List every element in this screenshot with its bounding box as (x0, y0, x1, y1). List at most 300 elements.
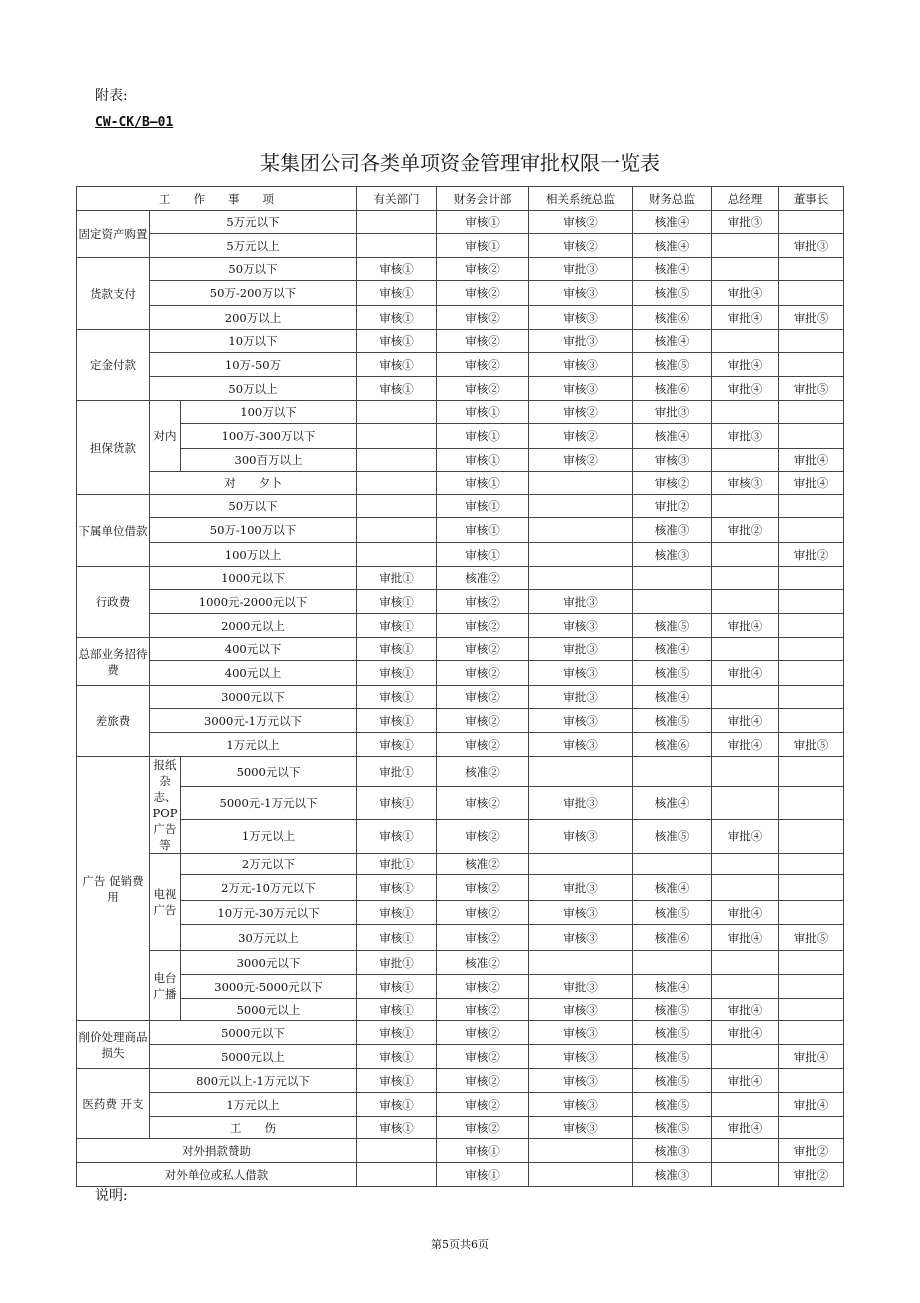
approval-cell: 审核② (633, 472, 712, 495)
approval-cell: 审批④ (712, 999, 779, 1021)
approval-cell: 审核② (437, 901, 529, 925)
approval-cell: 核准⑥ (633, 377, 712, 401)
approval-cell (529, 567, 633, 590)
col-header-dept: 有关部门 (357, 187, 437, 211)
item-cell: 100万-300万以下 (181, 424, 357, 449)
approval-cell (357, 1163, 437, 1187)
approval-cell (779, 614, 844, 638)
table-row (77, 234, 844, 258)
col-header-cfo: 财务总监 (633, 187, 712, 211)
approval-cell: 核准⑤ (633, 353, 712, 377)
approval-cell (529, 951, 633, 975)
approval-cell: 审批③ (529, 686, 633, 709)
approval-cell (357, 543, 437, 567)
item-cell: 对 夕卜 (150, 472, 357, 495)
approval-cell: 审核③ (529, 733, 633, 757)
approval-cell (779, 1021, 844, 1045)
approval-cell (779, 661, 844, 686)
table-row (77, 661, 844, 686)
approval-cell: 审批④ (712, 925, 779, 951)
approval-cell: 审核② (529, 449, 633, 472)
approval-cell (779, 901, 844, 925)
approval-cell: 审核① (357, 1117, 437, 1139)
item-cell: 1万元以上 (150, 1093, 357, 1117)
approval-cell: 审批② (779, 1139, 844, 1163)
approval-cell: 审核② (529, 401, 633, 424)
approval-cell (712, 449, 779, 472)
approval-cell: 审核③ (633, 449, 712, 472)
approval-cell: 审核② (437, 281, 529, 306)
table-row (77, 330, 844, 353)
item-cell: 50万以上 (150, 377, 357, 401)
table-row (77, 377, 844, 401)
approval-cell: 审批④ (712, 1069, 779, 1093)
approval-cell: 审核① (437, 543, 529, 567)
approval-cell: 审核① (357, 875, 437, 901)
approval-cell: 核准③ (633, 1163, 712, 1187)
item-cell: 400元以下 (150, 638, 357, 661)
approval-cell: 审批④ (712, 281, 779, 306)
approval-cell: 核准④ (633, 424, 712, 449)
approval-cell (779, 819, 844, 853)
approval-cell: 审核② (437, 975, 529, 999)
approval-cell: 核准⑤ (633, 819, 712, 853)
table-row (77, 875, 844, 901)
approval-cell: 审核③ (529, 709, 633, 733)
approval-cell (357, 518, 437, 543)
approval-cell: 审批③ (529, 787, 633, 820)
approval-cell: 审核① (357, 1069, 437, 1093)
page-footer: 第5页共6页 (431, 1238, 489, 1251)
approval-cell: 审核③ (529, 661, 633, 686)
item-cell: 5000元以下 (150, 1021, 357, 1045)
approval-cell: 审核② (437, 353, 529, 377)
approval-cell (529, 757, 633, 787)
col-header-chairman: 董事长 (779, 187, 844, 211)
item-cell: 100万以上 (150, 543, 357, 567)
approval-cell: 审核③ (529, 377, 633, 401)
table-row (77, 614, 844, 638)
approval-cell (712, 590, 779, 614)
approval-cell: 审批② (633, 495, 712, 518)
col-header-system-director: 相关系统总监 (529, 187, 633, 211)
approval-cell: 审批① (357, 567, 437, 590)
approval-cell: 审批④ (779, 1045, 844, 1069)
approval-cell: 核准⑤ (633, 1069, 712, 1093)
approval-cell: 审批③ (529, 875, 633, 901)
subcategory-cell: 电台 广播 (150, 951, 181, 1021)
item-cell: 50万-200万以下 (150, 281, 357, 306)
approval-cell: 审核② (437, 709, 529, 733)
approval-cell: 审核① (357, 925, 437, 951)
approval-cell (712, 330, 779, 353)
approval-cell (633, 567, 712, 590)
approval-cell: 审核① (357, 975, 437, 999)
item-cell: 5000元以上 (150, 1045, 357, 1069)
category-cell: 担保货款 (77, 401, 150, 495)
item-cell: 200万以上 (150, 306, 357, 330)
approval-cell: 审核① (357, 353, 437, 377)
approval-cell: 核准③ (633, 1139, 712, 1163)
approval-cell: 审核① (357, 709, 437, 733)
approval-cell (712, 787, 779, 820)
table-row (77, 1045, 844, 1069)
approval-cell (779, 757, 844, 787)
table-row (77, 401, 844, 424)
attachment-label: 附表: (95, 88, 128, 104)
approval-cell (779, 686, 844, 709)
category-cell: 行政费 (77, 567, 150, 638)
item-cell: 5000元以下 (181, 757, 357, 787)
table-title: 某集团公司各类单项资金管理审批权限一览表 (260, 151, 660, 175)
approval-cell: 核准⑥ (633, 925, 712, 951)
approval-cell: 审核① (357, 733, 437, 757)
approval-cell: 审核② (529, 424, 633, 449)
approval-cell (529, 472, 633, 495)
approval-cell (779, 709, 844, 733)
approval-cell (712, 686, 779, 709)
approval-cell: 审核① (437, 1139, 529, 1163)
approval-cell: 核准⑤ (633, 1093, 712, 1117)
table-row (77, 638, 844, 661)
approval-cell: 核准④ (633, 875, 712, 901)
item-cell: 1万元以上 (150, 733, 357, 757)
table-row (77, 975, 844, 999)
category-cell: 货款支付 (77, 258, 150, 330)
approval-cell: 审核③ (529, 614, 633, 638)
approval-cell (712, 1163, 779, 1187)
approval-cell: 核准④ (633, 638, 712, 661)
item-cell: 2万元以下 (181, 854, 357, 875)
item-cell: 400元以上 (150, 661, 357, 686)
approval-cell: 审核② (437, 1021, 529, 1045)
approval-cell: 审批⑤ (779, 733, 844, 757)
item-cell: 2000元以上 (150, 614, 357, 638)
table-row (77, 854, 844, 875)
table-row (77, 951, 844, 975)
approval-cell (779, 518, 844, 543)
approval-cell: 审核① (357, 281, 437, 306)
approval-cell: 核准④ (633, 686, 712, 709)
approval-cell: 审核② (437, 614, 529, 638)
approval-cell (779, 854, 844, 875)
approval-cell: 审核① (437, 1163, 529, 1187)
approval-cell: 核准⑤ (633, 661, 712, 686)
approval-cell: 审批③ (779, 234, 844, 258)
approval-cell (529, 854, 633, 875)
approval-cell (712, 1093, 779, 1117)
approval-cell: 审批④ (779, 472, 844, 495)
approval-cell: 审核① (357, 614, 437, 638)
table-row (77, 1117, 844, 1139)
item-cell: 10万以下 (150, 330, 357, 353)
table-row (77, 787, 844, 820)
approval-cell (779, 590, 844, 614)
approval-cell (633, 590, 712, 614)
approval-cell: 审核① (357, 1021, 437, 1045)
item-cell: 800元以上-1万元以下 (150, 1069, 357, 1093)
approval-cell (779, 975, 844, 999)
item-cell: 3000元-1万元以下 (150, 709, 357, 733)
approval-cell: 审核② (437, 306, 529, 330)
table-row (77, 472, 844, 495)
approval-cell: 审批① (357, 951, 437, 975)
approval-cell: 审批④ (712, 661, 779, 686)
table-row (77, 1093, 844, 1117)
item-cell: 10万-50万 (150, 353, 357, 377)
approval-cell (712, 854, 779, 875)
item-cell: 工 伤 (150, 1117, 357, 1139)
approval-cell: 审批④ (712, 1021, 779, 1045)
approval-cell: 审核② (437, 686, 529, 709)
approval-cell: 审核② (437, 999, 529, 1021)
approval-cell (712, 951, 779, 975)
approval-cell: 审核② (437, 661, 529, 686)
item-cell: 1000元以下 (150, 567, 357, 590)
table-row (77, 925, 844, 951)
item-cell: 5000元以上 (181, 999, 357, 1021)
approval-cell: 核准⑤ (633, 1021, 712, 1045)
approval-cell: 审核① (437, 495, 529, 518)
approval-cell: 审核③ (529, 1117, 633, 1139)
approval-cell (529, 1163, 633, 1187)
col-header-gm: 总经理 (712, 187, 779, 211)
approval-cell (357, 1139, 437, 1163)
approval-cell: 审批③ (529, 330, 633, 353)
approval-cell: 核准③ (633, 518, 712, 543)
approval-cell: 核准② (437, 757, 529, 787)
approval-cell (779, 281, 844, 306)
approval-cell: 审批① (357, 854, 437, 875)
table-row (77, 901, 844, 925)
approval-cell (712, 543, 779, 567)
approval-cell (712, 1139, 779, 1163)
approval-cell: 审核① (357, 819, 437, 853)
item-cell: 50万以下 (150, 258, 357, 281)
approval-cell: 审批④ (712, 377, 779, 401)
approval-cell (779, 951, 844, 975)
header-row (77, 187, 844, 211)
approval-cell (529, 543, 633, 567)
category-cell: 定金付款 (77, 330, 150, 401)
table-row (77, 543, 844, 567)
approval-cell: 审批④ (712, 353, 779, 377)
table-row (77, 590, 844, 614)
approval-cell: 核准⑥ (633, 306, 712, 330)
approval-cell: 核准⑤ (633, 614, 712, 638)
approval-cell: 审批④ (712, 709, 779, 733)
item-cell: 1000元-2000元以下 (150, 590, 357, 614)
approval-cell: 审核① (357, 1093, 437, 1117)
approval-cell: 核准④ (633, 258, 712, 281)
approval-cell (712, 875, 779, 901)
item-cell: 5万元以上 (150, 234, 357, 258)
category-cell: 医药费 开支 (77, 1069, 150, 1139)
approval-cell (779, 353, 844, 377)
category-cell: 对外捐款赞助 (77, 1139, 357, 1163)
subcategory-cell: 对内 (150, 401, 181, 472)
approval-cell: 核准② (437, 854, 529, 875)
approval-cell: 审核① (357, 686, 437, 709)
approval-cell: 审核① (357, 638, 437, 661)
approval-cell: 审核③ (529, 281, 633, 306)
approval-cell (779, 424, 844, 449)
approval-cell: 核准② (437, 567, 529, 590)
approval-cell: 审批② (779, 543, 844, 567)
approval-cell: 审批⑤ (779, 925, 844, 951)
approval-table (76, 186, 844, 1187)
approval-cell: 审核② (437, 1045, 529, 1069)
approval-cell: 审核② (437, 819, 529, 853)
approval-cell: 审核③ (529, 1069, 633, 1093)
approval-cell (779, 1069, 844, 1093)
approval-cell (712, 638, 779, 661)
subcategory-cell: 电视 广告 (150, 854, 181, 951)
item-cell: 50万-100万以下 (150, 518, 357, 543)
approval-cell: 审批④ (712, 819, 779, 853)
approval-cell: 核准⑤ (633, 709, 712, 733)
approval-cell (779, 875, 844, 901)
approval-cell (633, 854, 712, 875)
table-row (77, 424, 844, 449)
approval-cell (633, 951, 712, 975)
item-cell: 3000元以下 (181, 951, 357, 975)
table-row (77, 518, 844, 543)
table-row (77, 306, 844, 330)
table-row (77, 686, 844, 709)
category-cell: 广告 促销费用 (77, 757, 150, 1021)
approval-cell: 审批⑤ (779, 377, 844, 401)
approval-cell: 审核② (437, 733, 529, 757)
approval-cell: 审核① (357, 1045, 437, 1069)
approval-cell: 核准⑥ (633, 733, 712, 757)
category-cell: 对外单位或私人借款 (77, 1163, 357, 1187)
item-cell: 3000元以下 (150, 686, 357, 709)
approval-cell (712, 567, 779, 590)
approval-cell: 审核② (437, 638, 529, 661)
approval-cell: 审核③ (529, 1045, 633, 1069)
col-header-finance-dept: 财务会计部 (437, 187, 529, 211)
approval-cell (779, 1117, 844, 1139)
approval-cell: 审核① (437, 518, 529, 543)
approval-cell: 审批③ (712, 211, 779, 234)
table-row (77, 211, 844, 234)
approval-cell: 核准④ (633, 234, 712, 258)
approval-cell: 审批④ (712, 733, 779, 757)
approval-cell: 审核③ (529, 1093, 633, 1117)
approval-cell (779, 999, 844, 1021)
item-cell: 1万元以上 (181, 819, 357, 853)
approval-cell: 审核② (437, 787, 529, 820)
approval-cell (357, 211, 437, 234)
approval-cell: 审核③ (529, 1021, 633, 1045)
approval-cell: 核准④ (633, 211, 712, 234)
approval-cell (529, 518, 633, 543)
item-cell: 2万元-10万元以下 (181, 875, 357, 901)
table-row (77, 449, 844, 472)
item-cell: 50万以下 (150, 495, 357, 518)
approval-cell: 审核② (529, 234, 633, 258)
table-row (77, 1021, 844, 1045)
approval-cell: 审核① (357, 787, 437, 820)
table-row (77, 353, 844, 377)
approval-cell: 审核② (437, 590, 529, 614)
approval-cell: 审核③ (529, 901, 633, 925)
approval-cell: 核准④ (633, 330, 712, 353)
approval-cell: 审批③ (529, 590, 633, 614)
approval-cell: 审核② (437, 258, 529, 281)
approval-cell: 审核② (437, 925, 529, 951)
item-cell: 100万以下 (181, 401, 357, 424)
approval-cell: 核准④ (633, 787, 712, 820)
approval-cell: 核准⑤ (633, 999, 712, 1021)
approval-cell: 审核① (357, 330, 437, 353)
approval-cell: 审批④ (712, 901, 779, 925)
approval-cell: 审批③ (529, 258, 633, 281)
table-row (77, 281, 844, 306)
approval-cell (633, 757, 712, 787)
approval-cell: 审批④ (712, 306, 779, 330)
approval-cell: 核准② (437, 951, 529, 975)
approval-cell: 审核② (437, 1117, 529, 1139)
category-cell: 削价处理商品损失 (77, 1021, 150, 1069)
approval-cell: 审批④ (779, 449, 844, 472)
approval-cell: 审批④ (779, 1093, 844, 1117)
approval-cell: 核准⑤ (633, 1117, 712, 1139)
note-label: 说明: (95, 1188, 128, 1204)
col-header-item: 工 作 事 项 (77, 187, 357, 211)
approval-cell (779, 211, 844, 234)
approval-cell: 审批② (712, 518, 779, 543)
approval-cell: 核准⑤ (633, 901, 712, 925)
approval-cell (779, 401, 844, 424)
approval-cell: 审核② (437, 875, 529, 901)
approval-cell (357, 472, 437, 495)
approval-cell (712, 401, 779, 424)
item-cell: 10万元-30万元以下 (181, 901, 357, 925)
table-row (77, 258, 844, 281)
table-row (77, 1163, 844, 1187)
approval-cell: 核准③ (633, 543, 712, 567)
approval-cell: 审核① (357, 377, 437, 401)
approval-cell: 核准⑤ (633, 1045, 712, 1069)
approval-cell: 审核① (437, 211, 529, 234)
table-row (77, 757, 844, 787)
approval-cell: 审核③ (529, 999, 633, 1021)
category-cell: 总部业务招待费 (77, 638, 150, 686)
approval-cell: 审批① (357, 757, 437, 787)
approval-cell (529, 1139, 633, 1163)
approval-cell: 审核② (529, 211, 633, 234)
approval-cell: 审核② (437, 330, 529, 353)
approval-cell (779, 787, 844, 820)
table-row (77, 819, 844, 853)
approval-cell: 审核③ (529, 353, 633, 377)
approval-cell: 审核③ (529, 819, 633, 853)
approval-cell (712, 1045, 779, 1069)
category-cell: 差旅费 (77, 686, 150, 757)
item-cell: 5万元以下 (150, 211, 357, 234)
approval-cell: 审批④ (712, 1117, 779, 1139)
approval-cell (779, 330, 844, 353)
approval-cell (529, 495, 633, 518)
approval-cell (779, 495, 844, 518)
approval-cell: 审批④ (712, 614, 779, 638)
approval-cell (712, 757, 779, 787)
approval-cell: 审核② (437, 1093, 529, 1117)
approval-cell (712, 234, 779, 258)
approval-cell: 审批② (779, 1163, 844, 1187)
